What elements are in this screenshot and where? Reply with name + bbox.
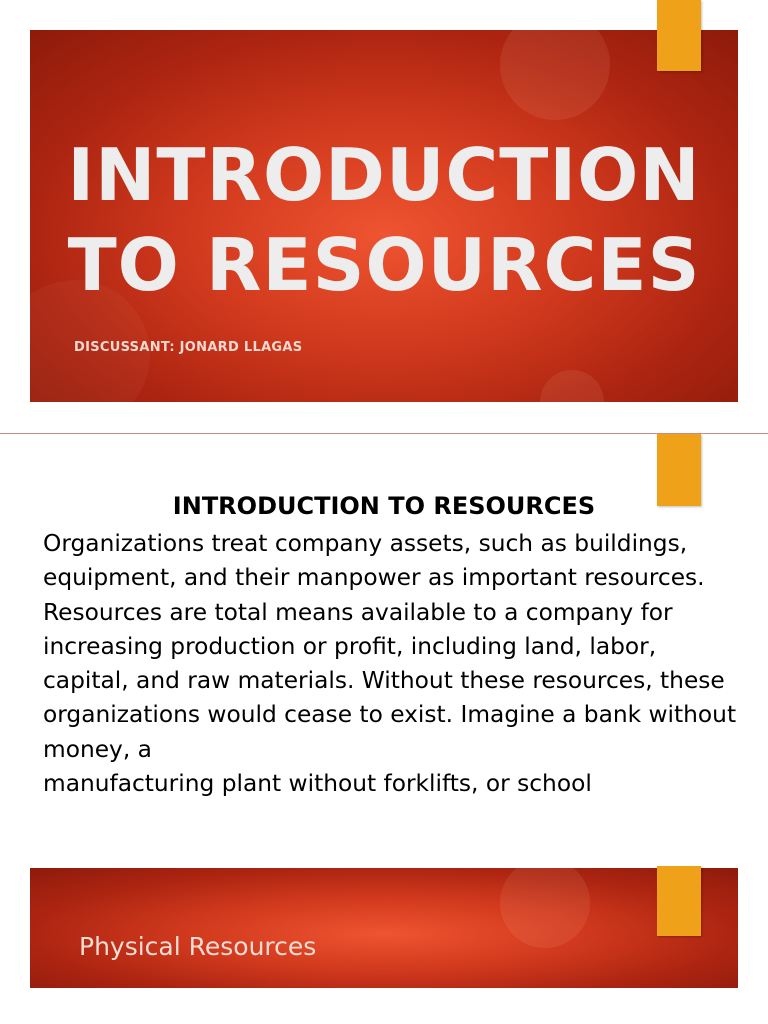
bokeh-light [500, 30, 610, 120]
body-paragraph: Organizations treat company assets, such as buildings, equipment, and their manpower as important resources. [43, 530, 705, 592]
orange-accent-tab [657, 0, 701, 71]
slide-3-title: Physical Resources [79, 932, 317, 961]
orange-accent-tab [657, 866, 701, 936]
slide-3 [0, 866, 768, 1024]
body-paragraph: Resources are total means available to a company for increasing production or profit, including land, labor, capital, and raw materials. Without these resources, these organizations would cease to exist. Imagine a bank without money, a [43, 598, 737, 763]
body-paragraph: manufacturing plant without forklifts, or school [43, 770, 592, 798]
bokeh-light [540, 370, 604, 402]
slide-2-body [43, 527, 743, 865]
slide-2-title: INTRODUCTION TO RESOURCES [172, 492, 596, 520]
slide-1-title-line-2: TO RESOURCES [67, 223, 701, 307]
slide-3-title-panel [30, 868, 738, 988]
slide-2 [0, 433, 768, 865]
slide-1-title [30, 130, 738, 310]
slide-1-title-line-1: INTRODUCTION [67, 133, 701, 217]
discussant-subtitle: DISCUSSANT: JONARD LLAGAS [74, 340, 303, 355]
slide-1 [0, 0, 768, 432]
bokeh-light [500, 868, 590, 948]
